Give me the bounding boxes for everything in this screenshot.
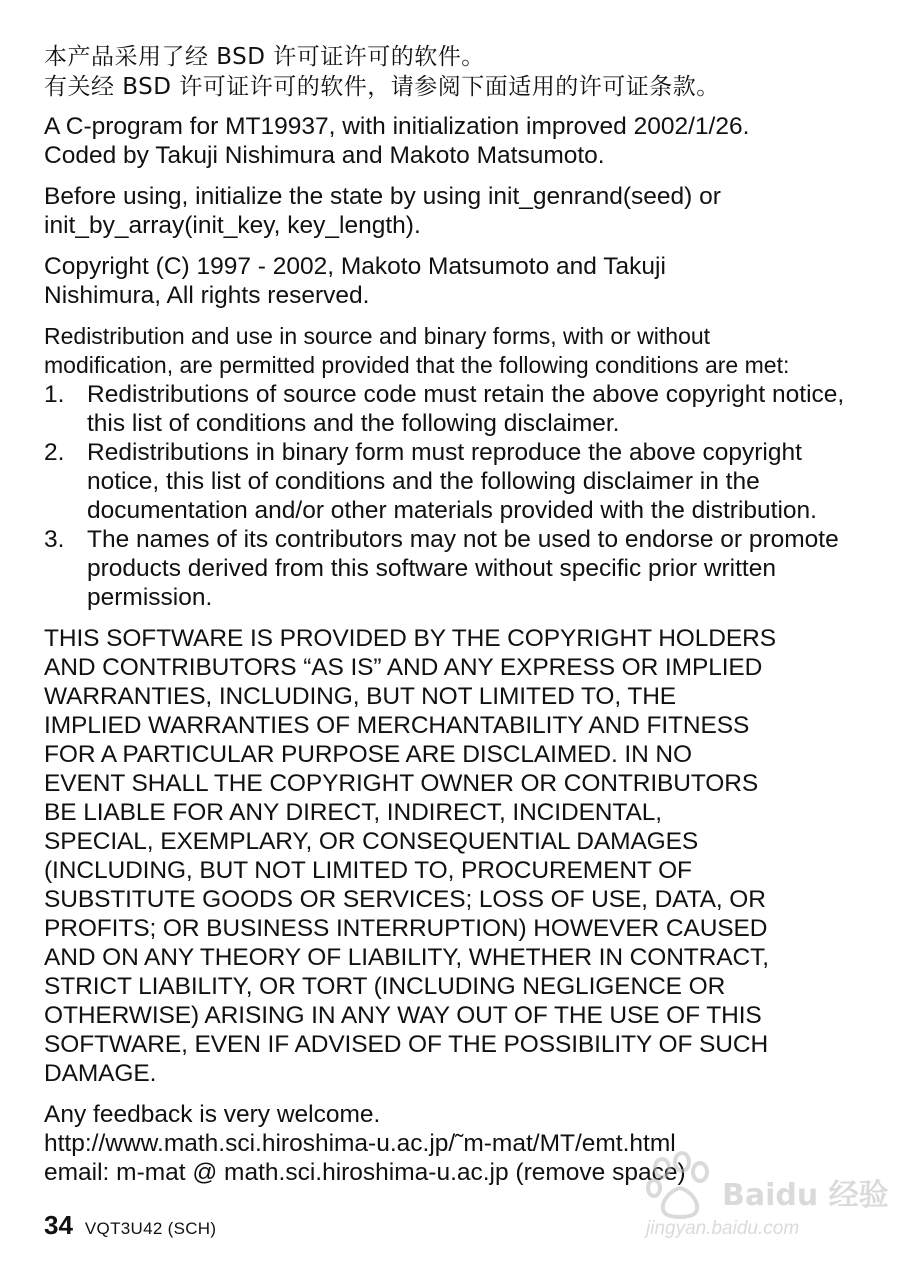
list-item-number: 3. (44, 526, 65, 553)
chinese-intro-line-2: 有关经 BSD 许可证许可的软件，请参阅下面适用的许可证条款。 (44, 74, 720, 100)
list-item-text: Redistributions of source code must retain the above copyright notice, this list of conditions and the following disclaimer. (87, 381, 845, 437)
disclaimer-line: EVENT SHALL THE COPYRIGHT OWNER OR CONTRIBUTORS (44, 770, 759, 797)
program-description-line-2: Coded by Takuji Nishimura and Makoto Matsumoto. (44, 142, 605, 169)
doc-code: VQT3U42 (SCH) (84, 1219, 217, 1238)
program-description-line-1: A C-program for MT19937, with initialization improved 2002/1/26. (44, 113, 750, 140)
disclaimer-line: FOR A PARTICULAR PURPOSE ARE DISCLAIMED. IN NO (44, 741, 692, 768)
disclaimer (44, 624, 870, 1088)
disclaimer-line: WARRANTIES, INCLUDING, BUT NOT LIMITED TO, THE (44, 683, 677, 710)
disclaimer-line: DAMAGE. (44, 1060, 157, 1087)
license-intro (44, 322, 870, 380)
disclaimer-line: OTHERWISE) ARISING IN ANY WAY OUT OF THE USE OF THIS (44, 1002, 762, 1029)
chinese-intro-line-1: 本产品采用了经 BSD 许可证许可的软件。 (44, 44, 485, 70)
page-footer (44, 1210, 216, 1241)
disclaimer-line: SPECIAL, EXEMPLARY, OR CONSEQUENTIAL DAMAGES (44, 828, 699, 855)
disclaimer-line: STRICT LIABILITY, OR TORT (INCLUDING NEGLIGENCE OR (44, 973, 726, 1000)
disclaimer-line: AND CONTRIBUTORS “AS IS” AND ANY EXPRESS OR IMPLIED (44, 654, 763, 681)
list-item-text: The names of its contributors may not be used to endorse or promote products derived from this software without specific prior written permission. (87, 526, 839, 611)
license-intro-line-2: modification, are permitted provided that the following conditions are met: (44, 352, 790, 378)
license-page (44, 42, 870, 1187)
list-item (44, 380, 870, 438)
disclaimer-line: THIS SOFTWARE IS PROVIDED BY THE COPYRIGHT HOLDERS (44, 625, 776, 652)
copyright-notice (44, 252, 870, 310)
program-description (44, 112, 870, 170)
copyright-line-2: Nishimura, All rights reserved. (44, 282, 370, 309)
watermark (640, 1140, 889, 1250)
usage-note (44, 182, 870, 240)
copyright-line-1: Copyright (C) 1997 - 2002, Makoto Matsumoto and Takuji (44, 253, 666, 280)
baidu-paw-icon (640, 1148, 720, 1228)
feedback-email: email: m-mat @ math.sci.hiroshima-u.ac.jp (remove space) (44, 1159, 686, 1186)
chinese-intro (44, 42, 870, 102)
page-number: 34 (44, 1210, 73, 1240)
disclaimer-line: BE LIABLE FOR ANY DIRECT, INDIRECT, INCIDENTAL, (44, 799, 662, 826)
feedback-url: http://www.math.sci.hiroshima-u.ac.jp/˜m-mat/MT/emt.html (44, 1130, 676, 1157)
disclaimer-line: IMPLIED WARRANTIES OF MERCHANTABILITY AND FITNESS (44, 712, 750, 739)
list-item (44, 438, 870, 525)
watermark-brand: Baidu 经验 (722, 1178, 889, 1213)
conditions-list (44, 380, 870, 612)
disclaimer-line: SOFTWARE, EVEN IF ADVISED OF THE POSSIBILITY OF SUCH (44, 1031, 769, 1058)
license-intro-line-1: Redistribution and use in source and binary forms, with or without (44, 323, 711, 349)
disclaimer-line: AND ON ANY THEORY OF LIABILITY, WHETHER IN CONTRACT, (44, 944, 769, 971)
list-item-text: Redistributions in binary form must reproduce the above copyright notice, this list of conditions and the following disclaimer in the documentation and/or other materials provided with the distribution. (87, 439, 817, 524)
list-item (44, 525, 870, 612)
usage-note-line-1: Before using, initialize the state by using init_genrand(seed) or (44, 183, 721, 210)
disclaimer-line: (INCLUDING, BUT NOT LIMITED TO, PROCUREMENT OF (44, 857, 692, 884)
watermark-site: jingyan.baidu.com (646, 1218, 800, 1239)
feedback-text: Any feedback is very welcome. (44, 1101, 381, 1128)
usage-note-line-2: init_by_array(init_key, key_length). (44, 212, 421, 239)
disclaimer-line: PROFITS; OR BUSINESS INTERRUPTION) HOWEVER CAUSED (44, 915, 768, 942)
list-item-number: 1. (44, 381, 65, 408)
disclaimer-line: SUBSTITUTE GOODS OR SERVICES; LOSS OF USE, DATA, OR (44, 886, 766, 913)
list-item-number: 2. (44, 439, 65, 466)
